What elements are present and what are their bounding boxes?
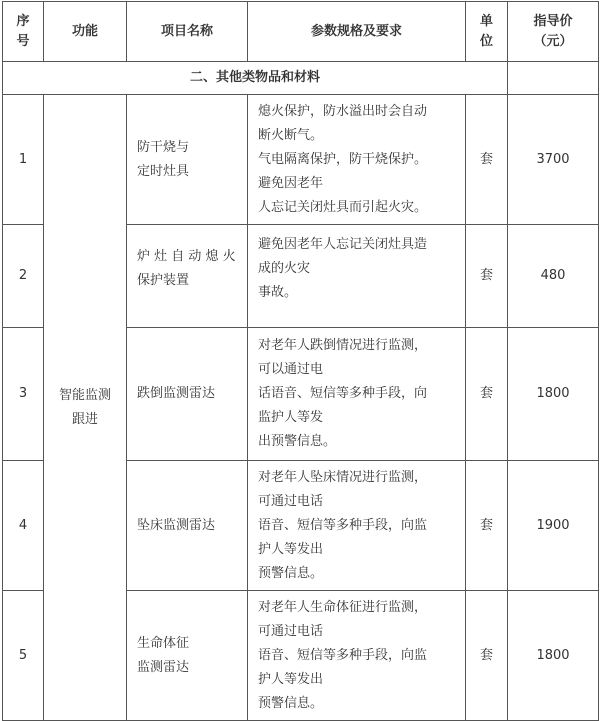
row-name: 生命体征 监测雷达 bbox=[127, 591, 248, 721]
row-index: 3 bbox=[3, 328, 44, 461]
row-unit: 套 bbox=[466, 95, 508, 225]
section-title: 二、其他类物品和材料 bbox=[3, 62, 508, 95]
row-index: 2 bbox=[3, 225, 44, 328]
row-price: 1900 bbox=[508, 461, 599, 591]
row-name: 坠床监测雷达 bbox=[127, 461, 248, 591]
table-row bbox=[3, 95, 599, 225]
row-index: 4 bbox=[3, 461, 44, 591]
row-index: 1 bbox=[3, 95, 44, 225]
header-spec: 参数规格及要求 bbox=[248, 2, 466, 62]
row-price: 1800 bbox=[508, 591, 599, 721]
header-price: 指导价 （元） bbox=[508, 2, 599, 62]
row-name: 跌倒监测雷达 bbox=[127, 328, 248, 461]
row-price: 480 bbox=[508, 225, 599, 328]
header-row bbox=[3, 2, 599, 62]
row-name: 炉 灶 自 动 熄 火 保护装置 bbox=[127, 225, 248, 328]
row-unit: 套 bbox=[466, 225, 508, 328]
header-index: 序 号 bbox=[3, 2, 44, 62]
header-name: 项目名称 bbox=[127, 2, 248, 62]
row-unit: 套 bbox=[466, 591, 508, 721]
row-spec: 避免因老年人忘记关闭灶具造 成的火灾 事故。 bbox=[248, 225, 466, 328]
header-function: 功能 bbox=[44, 2, 127, 62]
row-price: 1800 bbox=[508, 328, 599, 461]
row-index: 5 bbox=[3, 591, 44, 721]
row-spec: 熄火保护，防水溢出时会自动 断火断气。 气电隔离保护，防干烧保护。 避免因老年 人忘记关闭灶具而引起火灾。 bbox=[248, 95, 466, 225]
row-spec: 对老年人坠床情况进行监测， 可通过电话 语音、短信等多种手段，向监 护人等发出 预警信息。 bbox=[248, 461, 466, 591]
section-row bbox=[3, 62, 599, 95]
row-spec: 对老年人生命体征进行监测， 可通过电话 语音、短信等多种手段，向监 护人等发出 预警信息。 bbox=[248, 591, 466, 721]
row-unit: 套 bbox=[466, 461, 508, 591]
row-name: 防干烧与 定时灶具 bbox=[127, 95, 248, 225]
section-empty-cell bbox=[508, 62, 599, 95]
price-table bbox=[2, 1, 599, 721]
header-unit: 单 位 bbox=[466, 2, 508, 62]
function-cell: 智能监测 跟进 bbox=[44, 95, 127, 721]
row-spec: 对老年人跌倒情况进行监测， 可以通过电 话语音、短信等多种手段，向 监护人等发 出预警信息。 bbox=[248, 328, 466, 461]
row-unit: 套 bbox=[466, 328, 508, 461]
row-price: 3700 bbox=[508, 95, 599, 225]
